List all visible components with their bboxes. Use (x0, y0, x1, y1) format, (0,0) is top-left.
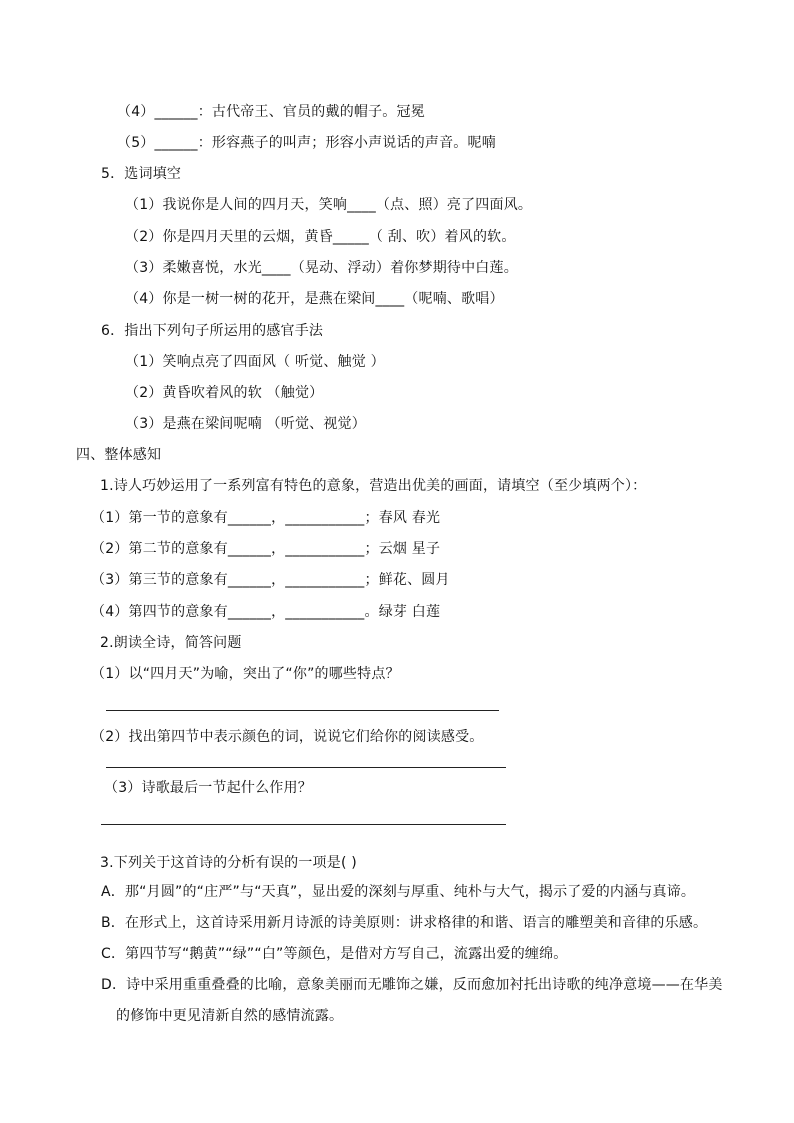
q2-sub-3: （3）诗歌最后一节起什么作用？ (104, 780, 312, 796)
q3-option-b: B．在形式上，这首诗采用新月诗派的诗美原则：讲求格律的和谐、语言的雕塑美和音律的乐感。 (101, 915, 708, 931)
q1-item-3: （3）第三节的意象有______，___________；鲜花、圆月 (91, 572, 450, 588)
q5-title: 5．选词填空 (101, 166, 182, 182)
q3-title: 3.下列关于这首诗的分析有误的一项是( ) (100, 855, 357, 871)
q6-title: 6．指出下列句子所运用的感官手法 (101, 323, 324, 339)
section-heading: 四、整体感知 (76, 447, 162, 463)
q5-item-3: （3）柔嫩喜悦，水光____（晃动、浮动）着你梦期待中白莲。 (125, 260, 518, 276)
q6-item-3: （3）是燕在梁间呢喃 （听觉、视觉） (125, 416, 366, 432)
q1-title: 1.诗人巧妙运用了一系列富有特色的意象，营造出优美的画面，请填空（至少填两个）： (100, 478, 647, 494)
q1-item-2: （2）第二节的意象有______，___________；云烟 星子 (91, 541, 441, 557)
q2-sub-2: （2）找出第四节中表示颜色的词，说说它们给你的阅读感受。 (91, 729, 484, 745)
q5-item-4: （4）你是一树一树的花开，是燕在梁间____（呢喃、歌唱） (125, 291, 504, 307)
q2-sub-1: （1）以“四月天”为喻，突出了“你”的哪些特点？ (91, 666, 400, 682)
q3-option-c: C．第四节写“鹅黄”“绿”“白”等颜色，是借对方写自己，流露出爱的缠绵。 (101, 946, 568, 962)
q3-option-a: A．那“月圆”的“庄严”与“天真”，显出爱的深刻与厚重、纯朴与大气，揭示了爱的内涵与真谛。 (101, 884, 696, 900)
q3-option-d-line-1: D．诗中采用重重叠叠的比喻，意象美丽而无雕饰之嫌，反而愈加衬托出诗歌的纯净意境——在华美 (101, 977, 723, 993)
answer-line-1[interactable] (106, 710, 499, 711)
vocab-item-5: （5）______：形容燕子的叫声；形容小声说话的声音。呢喃 (117, 135, 496, 151)
answer-line-2[interactable] (106, 767, 506, 768)
q6-item-2: （2）黄昏吹着风的软 （触觉） (125, 385, 324, 401)
q3-option-d-line-2: 的修饰中更见清新自然的感情流露。 (116, 1008, 344, 1024)
vocab-item-4: （4）______：古代帝王、官员的戴的帽子。冠冕 (117, 104, 425, 120)
q5-item-2: （2）你是四月天里的云烟，黄昏_____（ 刮、吹）着风的软。 (125, 229, 516, 245)
answer-line-3[interactable] (101, 824, 506, 825)
q6-item-1: （1）笑响点亮了四面风（ 听觉、触觉 ） (125, 354, 385, 370)
q1-item-4: （4）第四节的意象有______，___________。绿芽 白莲 (91, 604, 441, 620)
q5-item-1: （1）我说你是人间的四月天，笑响____（点、照）亮了四面风。 (125, 197, 533, 213)
q2-title: 2.朗读全诗，简答问题 (100, 635, 242, 651)
q1-item-1: （1）第一节的意象有______，___________；春风 春光 (91, 510, 441, 526)
